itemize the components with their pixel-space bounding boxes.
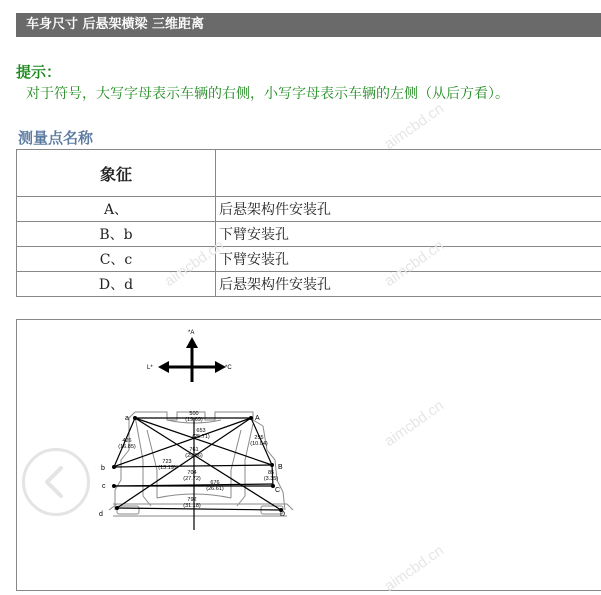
point-label-d: d — [99, 511, 103, 518]
dimension-value-mm: 653 — [196, 428, 205, 434]
table-header-name — [216, 150, 601, 197]
table-header-symbol: 象征 — [17, 150, 216, 197]
point-label-B: B — [278, 464, 283, 471]
dimension-value-mm: 85 — [268, 470, 274, 476]
chevron-left-icon — [25, 451, 87, 513]
table-row — [17, 197, 601, 222]
watermark: aimcbd.cn — [381, 542, 447, 595]
dimension-value-mm: 255 — [254, 435, 263, 441]
dimension-value-in: (25.71) — [192, 434, 210, 440]
watermark: aimcbd.cn — [381, 397, 447, 450]
dimension-value-mm: 792 — [187, 497, 196, 503]
watermark: aimcbd.cn — [381, 237, 447, 290]
point-label-C: C — [275, 487, 280, 494]
back-button[interactable] — [22, 448, 90, 516]
dimension-value-mm: 500 — [189, 411, 198, 417]
dimension-value-in: (3.35) — [264, 476, 279, 482]
point-label-D: D — [280, 511, 285, 518]
section-title: 测量点名称 — [18, 127, 93, 148]
table-header-row — [17, 150, 601, 197]
table-cell-symbol: C、c — [17, 247, 216, 272]
dimension-value-in: (29.96) — [185, 453, 203, 459]
point-label-a: a — [125, 415, 129, 422]
dimension-value-in: (26.61) — [206, 486, 224, 492]
dimension-value-mm: 704 — [187, 470, 196, 476]
point-label-c: c — [102, 483, 106, 490]
table-cell-symbol: B、b — [17, 222, 216, 247]
table-cell-symbol: D、d — [17, 272, 216, 297]
table-cell-name: 后悬架构件安装孔 — [216, 197, 601, 222]
table-cell-symbol: A、 — [17, 197, 216, 222]
dimension-value-in: (10.04) — [250, 441, 268, 447]
hint-label: 提示： — [16, 61, 61, 82]
crossmember-diagram — [16, 319, 601, 591]
page-title: 车身尺寸 后悬架横梁 三维距离 — [16, 13, 601, 37]
table-row — [17, 247, 601, 272]
direction-left-label: L* — [147, 365, 153, 371]
measurement-points-table — [16, 149, 601, 297]
dimension-value-mm: 676 — [210, 480, 219, 486]
dimension-value-in: (16.85) — [118, 444, 136, 450]
dimension-value-in: (13.19) — [158, 465, 176, 471]
table-cell-name: 后悬架构件安装孔 — [216, 272, 601, 297]
four-way-arrow-icon — [158, 337, 226, 382]
table-cell-name: 下臂安装孔 — [216, 222, 601, 247]
table-row — [17, 272, 601, 297]
dimension-value-mm: 761 — [189, 447, 198, 453]
dimension-value-in: (19.69) — [185, 417, 203, 423]
point-label-b: b — [101, 465, 105, 472]
dimension-value-in: (27.72) — [183, 476, 201, 482]
direction-right-label: *C — [225, 365, 232, 371]
dimension-value-mm: 426 — [122, 438, 131, 444]
hint-text: 对于符号，大写字母表示车辆的右侧，小写字母表示车辆的左侧（从后方看）。 — [26, 83, 509, 103]
watermark: aimcbd.cn — [161, 237, 227, 290]
table-cell-name: 下臂安装孔 — [216, 247, 601, 272]
table-row — [17, 222, 601, 247]
direction-up-label: *A — [188, 330, 194, 336]
point-label-A: A — [255, 415, 260, 422]
dimension-value-mm: 723 — [162, 459, 171, 465]
dimension-value-in: (31.18) — [183, 503, 201, 509]
watermark: aimcbd.cn — [381, 100, 447, 153]
